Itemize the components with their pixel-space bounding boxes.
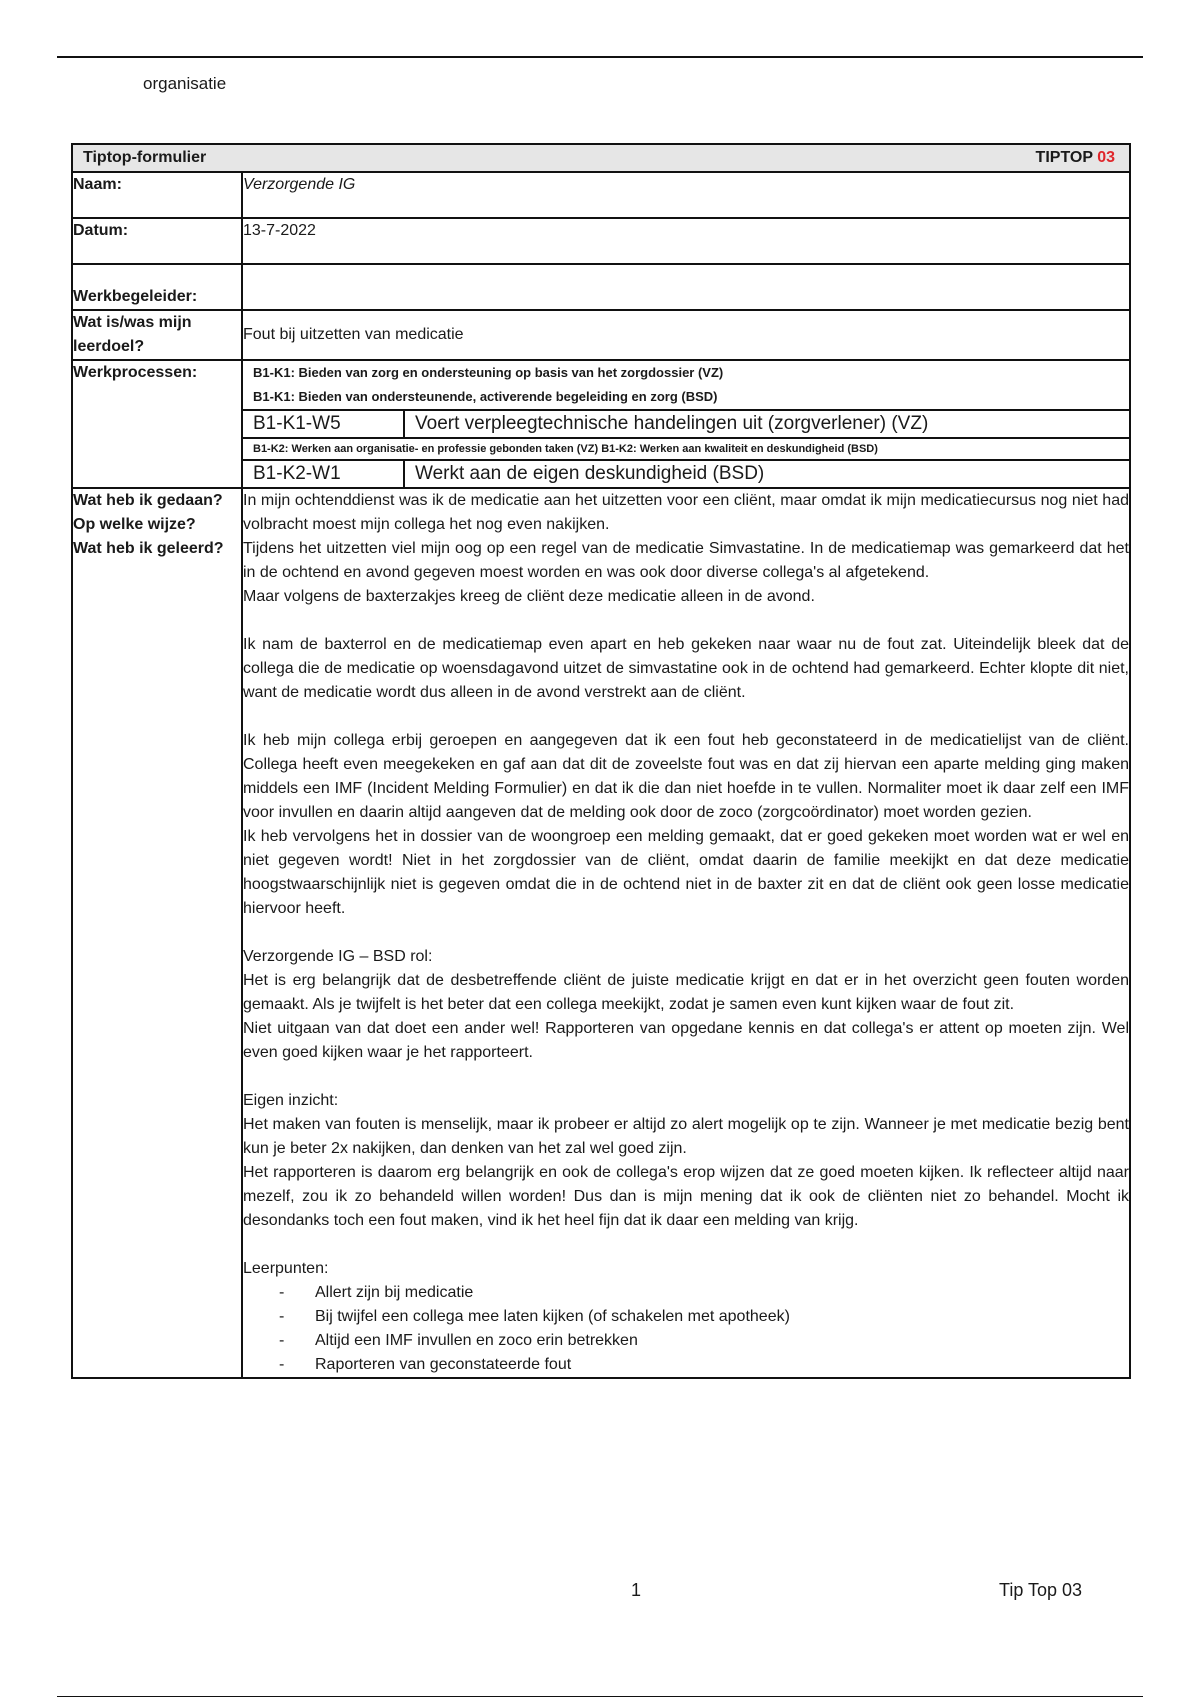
werkproces-row-1 [243, 409, 1129, 437]
werkprocessen-cell [242, 360, 1130, 488]
top-rule [57, 56, 1143, 58]
row-reflectie [72, 488, 1130, 1378]
leerpunten-list [243, 1281, 1129, 1377]
reflectie-paragraph-2: Tijdens het uitzetten viel mijn oog op een regel van de medicatie Simvastatine. In de medicatiemap was gemarkeerd dat het in de ochtend en avond gegeven moest worden en was ook door diverse collega's al afgetekend. [243, 540, 1129, 581]
form-tag-number: 03 [1097, 149, 1115, 166]
reflectie-label-2: Op welke wijze? [73, 516, 196, 533]
form-tag [1036, 147, 1115, 169]
row-werkbegeleider [72, 264, 1130, 310]
tiptop-form [71, 143, 1131, 1379]
list-item: - Allert zijn bij medicatie [279, 1281, 1129, 1305]
werkproces-row-2 [243, 461, 1129, 487]
reflectie-paragraph-5: Ik heb mijn collega erbij geroepen en aangegeven dat ik een fout heb geconstateerd in de medicatielijst van de cliënt. Collega heeft even meegekeken en gaf aan dat dit de zoveelste fout was en dat zij hiervan een aparte melding ging maken middels een IMF (Incident Melding Formulier) en dat ik die dan niet hoefde in te vullen. Normaliter moet ik daar zelf een IMF voor invullen en daarin altijd aangeven dat de melding ook door de zoco (zorgcoördinator) moet worden gezien. [243, 732, 1129, 821]
werkproces-line-3: B1-K2: Werken aan organisatie- en professie gebonden taken (VZ) B1-K2: Werken aan kwaliteit en deskundigheid (BSD) [243, 437, 1129, 461]
row-leerdoel [72, 310, 1130, 360]
page-number: 1 [631, 1580, 642, 1600]
naam-value: Verzorgende IG [242, 172, 1130, 218]
reflectie-paragraph-1: In mijn ochtenddienst was ik de medicatie aan het uitzetten voor een cliënt, maar omdat ik mijn medicatiecursus nog niet had volbracht moest mijn collega het nog even nakijken. [243, 492, 1129, 533]
werkbegeleider-label: Werkbegeleider: [72, 264, 242, 310]
list-item: - Bij twijfel een collega mee laten kijken (of schakelen met apotheek) [279, 1305, 1129, 1329]
reflectie-paragraph-7: Het is erg belangrijk dat de desbetreffende cliënt de juiste medicatie krijgt en dat er in het overzicht geen fouten worden gemaakt. Als je twijfelt is het beter dat een collega meekijkt, zodat je samen even kunt kijken waar de fout zit. [243, 972, 1129, 1013]
reflectie-paragraph-10: Het rapporteren is daarom erg belangrijk en ook de collega's erop wijzen dat ze goed moeten kijken. Ik reflecteer altijd naar mezelf, zou ik zo behandeld willen worden! Dus dan is mijn mening dat ik ook de cliënten niet zo behandel. Mocht ik desondanks toch een fout maken, vind ik het heel fijn dat ik daar een melding van krijg. [243, 1164, 1129, 1229]
row-naam [72, 172, 1130, 218]
reflectie-paragraph-3: Maar volgens de baxterzakjes kreeg de cliënt deze medicatie alleen in de avond. [243, 588, 815, 605]
leerdoel-label: Wat is/was mijn leerdoel? [72, 310, 242, 360]
list-item: - Altijd een IMF invullen en zoco erin betrekken [279, 1329, 1129, 1353]
datum-label: Datum: [72, 218, 242, 264]
bottom-rule [57, 1696, 1143, 1697]
werkprocessen-label: Werkprocessen: [72, 360, 242, 488]
form-header-row [72, 144, 1130, 172]
reflectie-paragraph-8: Niet uitgaan van dat doet een ander wel! Rapporteren van opgedane kennis en dat collega's er attent op moeten zijn. Wel even goed kijken waar je het rapporteert. [243, 1020, 1129, 1061]
naam-label: Naam: [72, 172, 242, 218]
werkproces-row-1-text: Voert verpleegtechnische handelingen uit (zorgverlener) (VZ) [415, 413, 929, 434]
reflectie-paragraph-4: Ik nam de baxterrol en de medicatiemap even apart en heb gekeken naar waar nu de fout zat. Uiteindelijk bleek dat de collega die de medicatie op woensdagavond uitzet de simvastatine ook in de ochtend had gemarkeerd. Echter klopte dit niet, want de medicatie wordt dus alleen in de avond verstrekt aan de cliënt. [243, 636, 1129, 701]
werkproces-row-2-code: B1-K2-W1 [243, 461, 405, 487]
rol-heading: Verzorgende IG – BSD rol: [243, 948, 433, 965]
row-werkprocessen [72, 360, 1130, 488]
werkbegeleider-value [242, 264, 1130, 310]
leerdoel-value: Fout bij uitzetten van medicatie [242, 310, 1130, 360]
reflectie-label-1: Wat heb ik gedaan? [73, 492, 223, 509]
werkproces-line-2: B1-K1: Bieden van ondersteunende, activerende begeleiding en zorg (BSD) [253, 389, 718, 404]
form-tag-prefix: TIPTOP [1035, 149, 1093, 166]
werkproces-row-1-code: B1-K1-W5 [243, 411, 405, 437]
werkproces-row-2-text: Werkt aan de eigen deskundigheid (BSD) [415, 463, 765, 484]
header-org-text: organisatie [143, 74, 227, 93]
reflectie-labels [72, 488, 242, 1378]
reflectie-body [242, 488, 1130, 1378]
reflectie-paragraph-9: Het maken van fouten is menselijk, maar ik probeer er altijd zo alert mogelijk op te zijn. Wanneer je met medicatie bezig bent kun je beter 2x nakijken, dan denken van het zal wel goed zijn. [243, 1116, 1129, 1157]
reflectie-label-3: Wat heb ik geleerd? [73, 540, 224, 557]
inzicht-heading: Eigen inzicht: [243, 1092, 339, 1109]
werkproces-line-1: B1-K1: Bieden van zorg en ondersteuning op basis van het zorgdossier (VZ) [253, 365, 724, 380]
row-datum [72, 218, 1130, 264]
leerpunten-heading: Leerpunten: [243, 1260, 329, 1277]
reflectie-paragraph-6: Ik heb vervolgens het in dossier van de woongroep een melding gemaakt, dat er goed gekeken moet worden wat er wel en niet gegeven wordt! Niet in het zorgdossier van de cliënt, omdat daarin de familie meekijkt en dat deze medicatie hoogstwaarschijnlijk niet is gegeven omdat die in de ochtend niet in de baxter zit en dat de cliënt ook geen losse medicatie hiervoor heeft. [243, 828, 1129, 917]
datum-value: 13-7-2022 [242, 218, 1130, 264]
form-title: Tiptop-formulier [83, 149, 207, 166]
list-item: - Raporteren van geconstateerde fout [279, 1353, 1129, 1377]
footer-label: Tip Top 03 [999, 1580, 1083, 1600]
